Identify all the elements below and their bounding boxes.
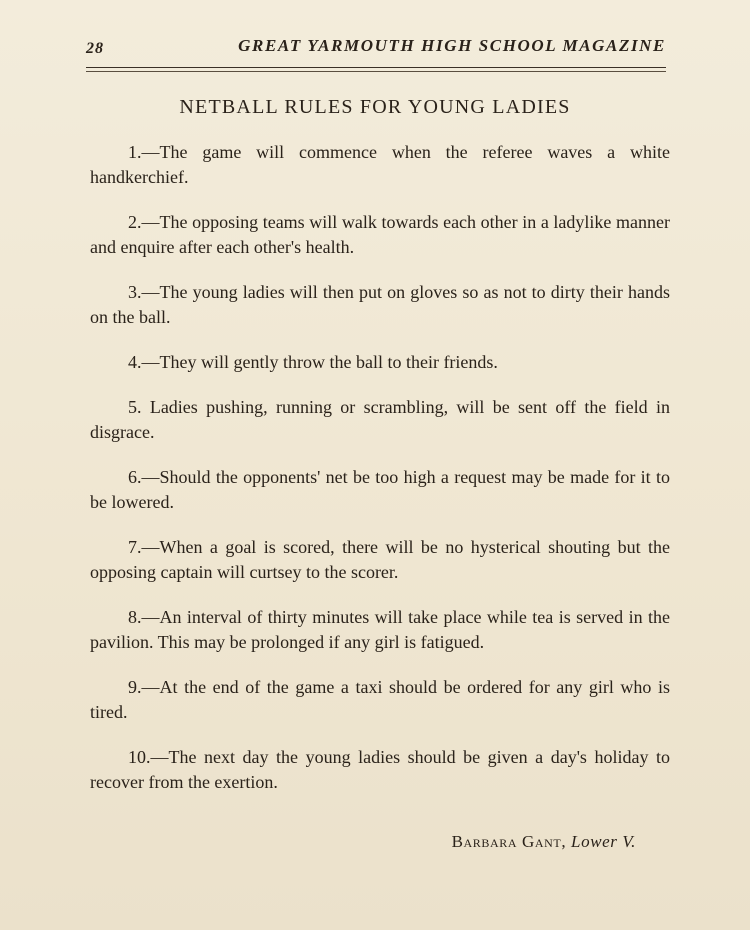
rule-item-5: 5. Ladies pushing, running or scrambling, will be sent off the field in disgrace.	[90, 397, 670, 442]
page-number: 28	[86, 40, 104, 57]
author-name: Barbara Gant,	[451, 832, 567, 851]
rule-item-3: 3.—The young ladies will then put on gloves so as not to dirty their hands on the ball.	[90, 282, 670, 327]
magazine-title: GREAT YARMOUTH HIGH SCHOOL MAGAZINE	[238, 36, 666, 55]
rule-item-2: 2.—The opposing teams will walk towards each other in a ladylike manner and enquire after each other's health.	[90, 212, 670, 257]
rule-item-8: 8.—An interval of thirty minutes will take place while tea is served in the pavilion. This may be prolonged if any girl is fatigued.	[90, 607, 670, 652]
author-form: Lower V.	[571, 832, 636, 851]
rule-item-1: 1.—The game will commence when the referee waves a white handkerchief.	[90, 142, 670, 187]
header-rule-thin	[86, 71, 666, 72]
header-rule	[86, 67, 666, 68]
rule-item-6: 6.—Should the opponents' net be too high a request may be made for it to be lowered.	[90, 467, 670, 512]
rule-item-7: 7.—When a goal is scored, there will be no hysterical shouting but the opposing captain will curtsey to the scorer.	[90, 537, 670, 582]
rule-item-4: 4.—They will gently throw the ball to their friends.	[128, 352, 498, 372]
rules-list	[90, 140, 670, 815]
rule-item-9: 9.—At the end of the game a taxi should be ordered for any girl who is tired.	[90, 677, 670, 722]
article-title: NETBALL RULES FOR YOUNG LADIES	[179, 96, 571, 118]
author-signature	[90, 832, 636, 852]
page-header	[86, 34, 666, 64]
rule-item-10: 10.—The next day the young ladies should be given a day's holiday to recover from the exertion.	[90, 747, 670, 792]
